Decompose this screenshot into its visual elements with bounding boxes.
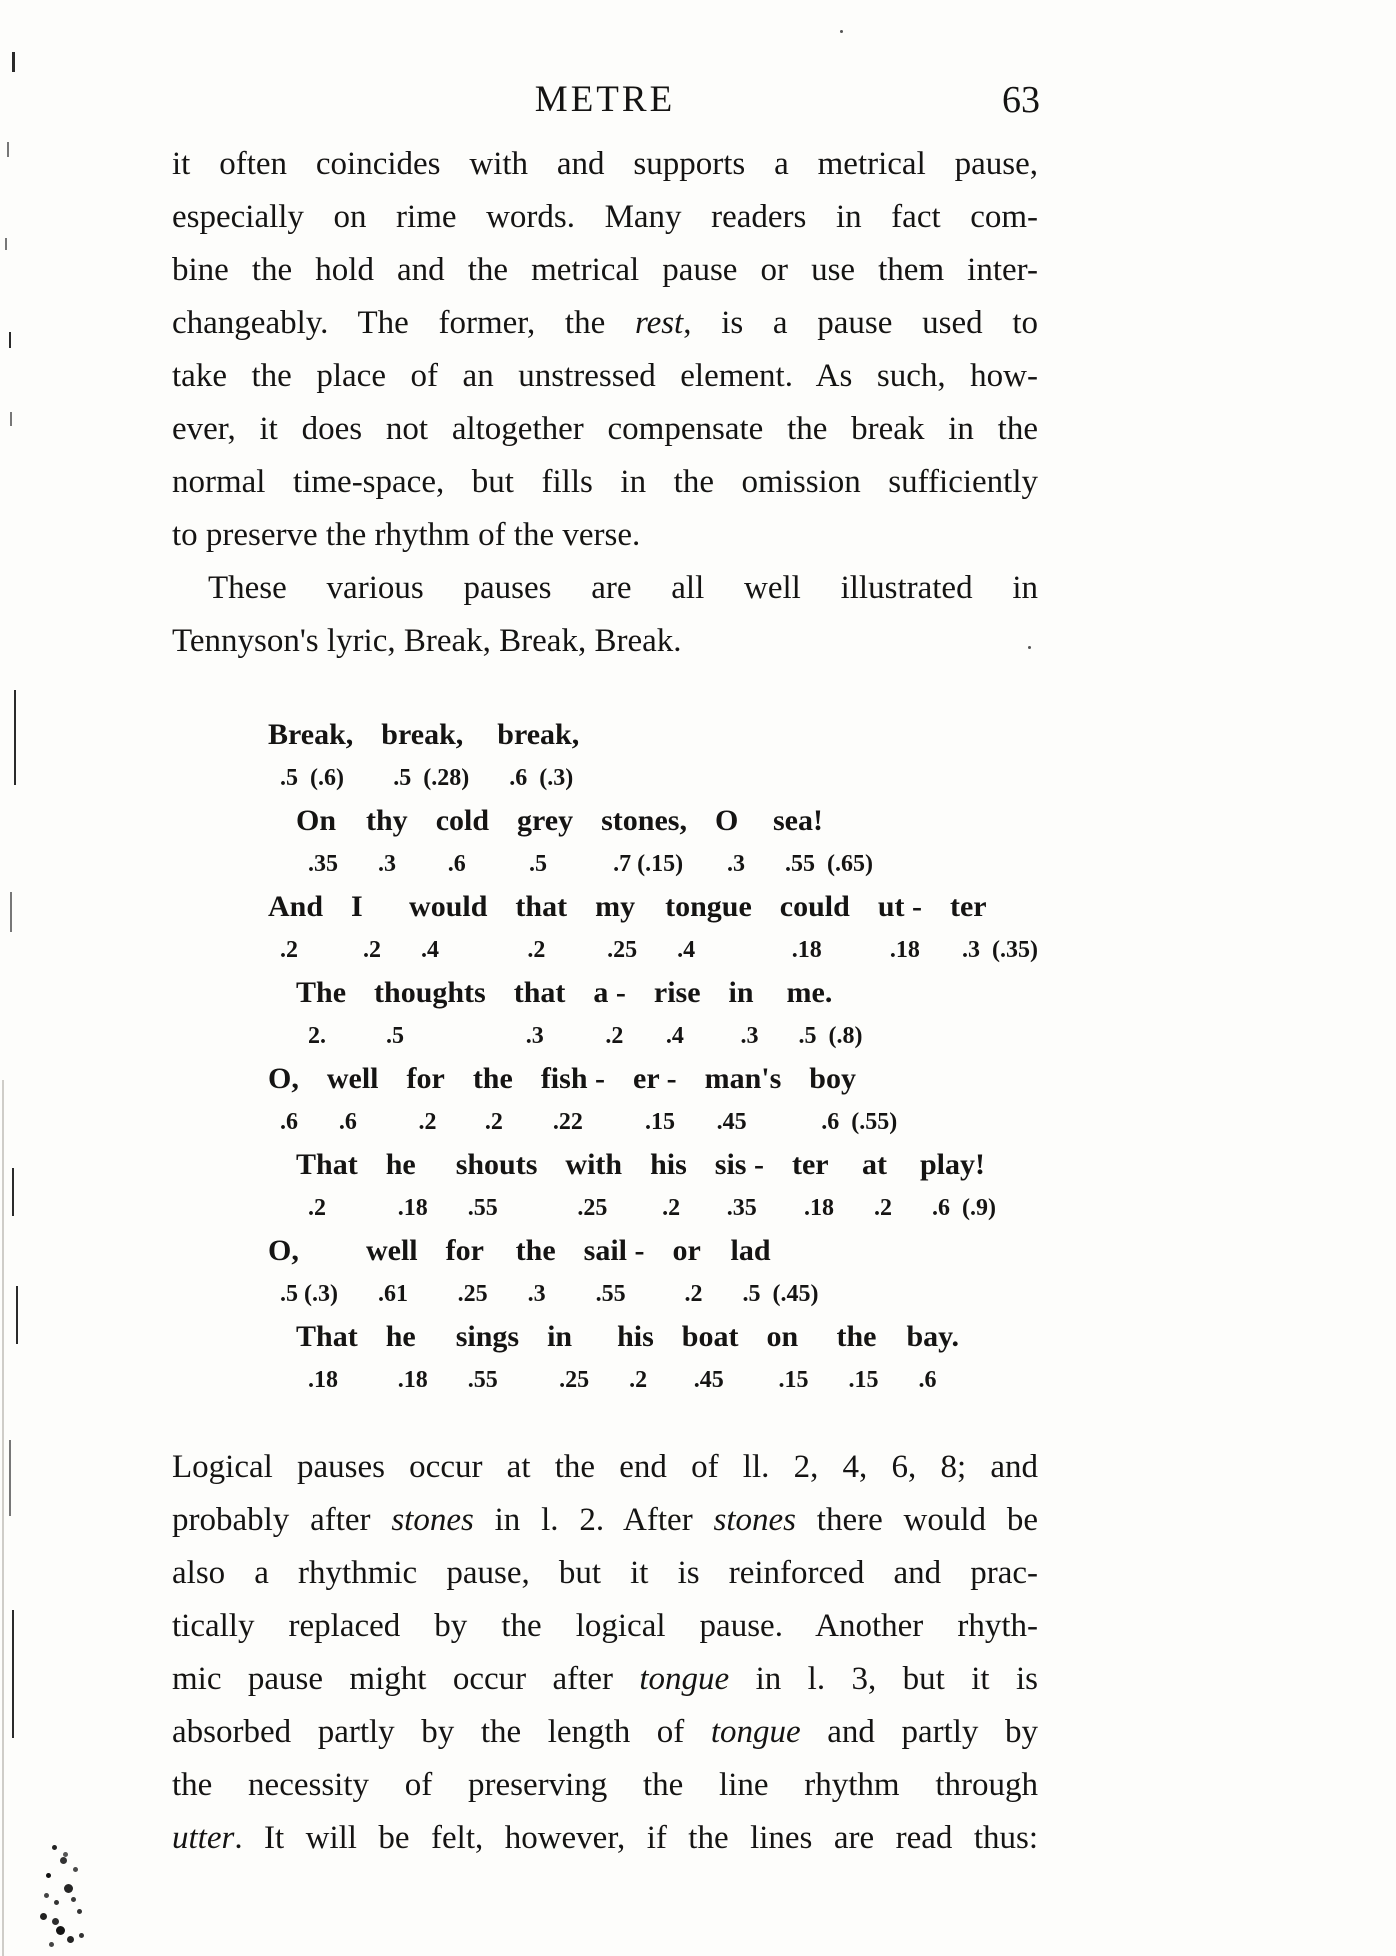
verse-word: a - [593, 976, 626, 1009]
verse-line [268, 713, 1038, 799]
verse-cell [920, 1143, 1024, 1229]
paragraph [172, 138, 1038, 562]
text-line [172, 615, 1038, 668]
timing-value: .55 [467, 1367, 498, 1393]
verse-word: tongue [665, 890, 752, 923]
verse-word: ter [949, 890, 987, 923]
running-head [172, 78, 1038, 122]
timing-value: .55 [595, 1281, 626, 1307]
verse-word: thoughts [374, 976, 486, 1009]
timing-value: .5 [386, 1023, 405, 1049]
scan-speck [840, 30, 843, 33]
text-segment: Logical pauses occur at the end of ll. 2, 4, 6, 8; and [172, 1449, 1038, 1485]
scan-artifact [14, 690, 16, 785]
verse-cell [268, 1057, 327, 1143]
timing-value: .18 [397, 1367, 428, 1393]
timing-value: .18 [803, 1195, 834, 1221]
timing-value: .5 (.3) [280, 1281, 338, 1307]
timing-value: .6 (.9) [931, 1195, 996, 1221]
verse-word: the [472, 1062, 513, 1095]
scan-artifact [5, 238, 7, 250]
text-segment: Tennyson's lyric, Break, Break, Break. [172, 623, 682, 659]
verse-cell [705, 1057, 810, 1143]
timing-value: .22 [552, 1109, 583, 1135]
page-title: METRE [534, 79, 676, 120]
verse-word: well [326, 1062, 379, 1095]
verse-cell [715, 1143, 792, 1229]
verse-cell [366, 799, 436, 885]
timing-value: 2. [308, 1023, 326, 1049]
timing-value: .45 [693, 1367, 724, 1393]
verse-word: or [672, 1234, 701, 1267]
verse-word: thy [366, 804, 408, 837]
verse-word: That [296, 1320, 358, 1353]
text-segment: it often coincides with and supports a metrical pause, [172, 146, 1038, 182]
timing-value: .5 (.6) [280, 765, 344, 791]
verse-word: fish - [540, 1062, 605, 1095]
scan-artifact [12, 1168, 14, 1216]
verse-cell [407, 1057, 473, 1143]
text-segment: also a rhythmic pause, but it is reinforced and prac- [172, 1555, 1038, 1591]
text-segment: normal time-space, but fills in the omission sufficiently [172, 464, 1038, 500]
timing-value: .6 (.55) [821, 1109, 898, 1135]
verse-cell [862, 1143, 920, 1229]
verse-cell [730, 1229, 846, 1315]
text-line [172, 1547, 1038, 1600]
verse-cell [593, 971, 654, 1057]
text-line [172, 1812, 1038, 1865]
verse-word: in [728, 976, 754, 1009]
verse-word: Break, [268, 718, 354, 751]
timing-value: .45 [716, 1109, 747, 1135]
text-segment: changeably. The former, the [172, 305, 635, 341]
verse-word: sis - [714, 1148, 764, 1181]
text-line [172, 1759, 1038, 1812]
verse-cell [878, 885, 950, 971]
verse-word: O, [268, 1234, 299, 1267]
italic-text: stones [391, 1502, 474, 1538]
verse-cell [436, 799, 517, 885]
verse-word: O, [268, 1062, 299, 1095]
verse-word: cold [435, 804, 490, 837]
text-segment: take the place of an unstressed element. As such, how- [172, 358, 1038, 394]
verse-word: in [547, 1320, 573, 1353]
verse-line [296, 1143, 1038, 1229]
page-number: 63 [1002, 79, 1040, 121]
verse-word: The [296, 976, 347, 1009]
timing-value: .6 [338, 1109, 357, 1135]
text-line [172, 138, 1038, 191]
verse-word: boy [809, 1062, 856, 1095]
text-segment: to preserve the rhythm of the verse. [172, 517, 641, 553]
verse-word: sail - [583, 1234, 645, 1267]
timing-value: .6 [280, 1109, 298, 1135]
verse-word: that [513, 976, 566, 1009]
verse-word: could [779, 890, 850, 923]
verse-cell [296, 971, 374, 1057]
timing-value: .61 [377, 1281, 408, 1307]
text-segment: in l. 3, but it is [729, 1661, 1038, 1697]
verse-cell [906, 1315, 987, 1401]
verse-cell [672, 1229, 730, 1315]
verse-word: ut - [877, 890, 922, 923]
timing-value: .2 [418, 1109, 437, 1135]
verse-word: stones, [601, 804, 687, 837]
verse-cell [268, 1229, 366, 1315]
verse-word: well [365, 1234, 418, 1267]
italic-text: rest [634, 305, 684, 341]
timing-value: .5 (.8) [798, 1023, 863, 1049]
verse-cell [682, 1315, 767, 1401]
poem [172, 713, 1038, 1401]
timing-value: .2 [684, 1281, 703, 1307]
timing-value: .2 [527, 937, 546, 963]
verse-cell [386, 1315, 456, 1401]
text-segment: mic pause might occur after [172, 1661, 640, 1697]
text-segment: These various pauses are all well illustrated in [208, 570, 1038, 606]
timing-value: .3 [525, 1023, 544, 1049]
text-line [172, 191, 1038, 244]
verse-cell [517, 799, 601, 885]
timing-value: .35 [308, 851, 338, 877]
verse-cell [351, 885, 409, 971]
verse-cell [386, 1143, 456, 1229]
verse-word: the [836, 1320, 877, 1353]
verse-cell [296, 1315, 386, 1401]
timing-value: .5 (.28) [393, 765, 470, 791]
verse-word: break, [497, 718, 580, 751]
timing-value: .3 [378, 851, 396, 877]
verse-cell [715, 799, 773, 885]
verse-cell [773, 799, 901, 885]
timing-value: .2 [629, 1367, 648, 1393]
timing-value: .18 [791, 937, 822, 963]
timing-value: .6 [447, 851, 466, 877]
timing-value: .6 (.3) [509, 765, 574, 791]
text-segment: the necessity of preserving the line rhythm through [172, 1767, 1038, 1803]
verse-word: his [650, 1148, 687, 1181]
verse-cell [374, 971, 514, 1057]
verse-word: bay. [906, 1320, 959, 1353]
verse-word: break, [381, 718, 464, 751]
verse-cell [654, 971, 729, 1057]
verse-word: shouts [455, 1148, 538, 1181]
timing-value: .25 [577, 1195, 608, 1221]
italic-text: utter [172, 1820, 235, 1856]
scan-artifact [9, 332, 11, 348]
verse-word: he [385, 1320, 416, 1353]
verse-line [268, 1057, 1038, 1143]
timing-value: .35 [726, 1195, 757, 1221]
verse-word: for [406, 1062, 445, 1095]
text-segment: tically replaced by the logical pause. Another rhyth- [172, 1608, 1038, 1644]
verse-line [268, 885, 1038, 971]
verse-word: the [515, 1234, 556, 1267]
verse-cell [541, 1057, 633, 1143]
verse-word: boat [681, 1320, 739, 1353]
verse-cell [409, 885, 515, 971]
verse-word: I [351, 890, 363, 923]
text-segment: , is a pause used to [683, 305, 1038, 341]
verse-cell [515, 885, 595, 971]
page-edge-line [2, 1080, 4, 1956]
text-line [172, 297, 1038, 350]
verse-line [296, 799, 1038, 885]
verse-cell [792, 1143, 862, 1229]
verse-word: at [861, 1148, 887, 1181]
verse-word: my [595, 890, 636, 923]
text-line [172, 350, 1038, 403]
timing-value: .2 [484, 1109, 503, 1135]
timing-value: .2 [280, 937, 298, 963]
timing-value: .2 [605, 1023, 624, 1049]
verse-cell [595, 885, 665, 971]
verse-cell [497, 713, 607, 799]
verse-cell [950, 885, 1066, 971]
verse-word: on [766, 1320, 799, 1353]
verse-cell [268, 885, 351, 971]
verse-cell [650, 1143, 715, 1229]
text-segment: and partly by [800, 1714, 1038, 1750]
text-block [172, 78, 1038, 1865]
verse-cell [296, 1143, 386, 1229]
verse-cell [268, 713, 381, 799]
verse-cell [547, 1315, 617, 1401]
verse-word: lad [730, 1234, 771, 1267]
verse-word: would [409, 890, 488, 923]
verse-line [296, 971, 1038, 1057]
verse-word: rise [653, 976, 701, 1009]
scan-smudge [52, 1845, 57, 1850]
verse-word: man's [704, 1062, 782, 1095]
timing-value: .3 [726, 851, 745, 877]
verse-cell [809, 1057, 925, 1143]
verse-cell [780, 885, 878, 971]
timing-value: .4 [677, 937, 696, 963]
text-segment: absorbed partly by the length of [172, 1714, 711, 1750]
timing-value: .5 [529, 851, 548, 877]
scan-speck [1028, 646, 1031, 649]
timing-value: .3 [527, 1281, 546, 1307]
verse-word: sings [455, 1320, 520, 1353]
verse-word: That [296, 1148, 358, 1181]
verse-word: grey [517, 804, 574, 837]
verse-cell [633, 1057, 705, 1143]
verse-cell [617, 1315, 682, 1401]
verse-cell [601, 799, 715, 885]
scan-artifact [12, 1610, 14, 1738]
text-line [172, 1600, 1038, 1653]
timing-value: .7 (.15) [613, 851, 684, 877]
verse-word: he [385, 1148, 416, 1181]
text-line [172, 244, 1038, 297]
italic-text: tongue [639, 1661, 730, 1697]
paragraph [172, 562, 1038, 668]
timing-value: .3 (.35) [961, 937, 1038, 963]
verse-cell [787, 971, 891, 1057]
timing-value: .25 [559, 1367, 590, 1393]
text-line [172, 509, 1038, 562]
verse-word: me. [786, 976, 833, 1009]
verse-cell [456, 1315, 547, 1401]
verse-line [296, 1315, 1038, 1401]
verse-cell [514, 971, 594, 1057]
timing-value: .2 [363, 937, 382, 963]
italic-text: tongue [710, 1714, 801, 1750]
verse-word: On [296, 804, 337, 837]
text-line [172, 562, 1038, 615]
timing-value: .18 [397, 1195, 428, 1221]
italic-text: stones [713, 1502, 796, 1538]
verse-cell [327, 1057, 407, 1143]
text-segment: probably after [172, 1502, 392, 1538]
verse-cell [473, 1057, 541, 1143]
timing-value: .18 [308, 1367, 338, 1393]
text-line [172, 1494, 1038, 1547]
scan-artifact [12, 52, 15, 72]
timing-value: .4 [665, 1023, 684, 1049]
scan-artifact [16, 1286, 18, 1344]
paragraph [172, 1441, 1038, 1865]
timing-value: .18 [889, 937, 920, 963]
text-line [172, 403, 1038, 456]
verse-cell [446, 1229, 516, 1315]
timing-value: .25 [457, 1281, 488, 1307]
timing-value: .55 [467, 1195, 498, 1221]
verse-cell [584, 1229, 673, 1315]
verse-cell [766, 1315, 836, 1401]
verse-cell [836, 1315, 906, 1401]
verse-word: O [714, 804, 739, 837]
verse-word: his [617, 1320, 654, 1353]
text-segment: bine the hold and the metrical pause or use them inter- [172, 252, 1038, 288]
verse-cell [366, 1229, 446, 1315]
text-segment: ever, it does not altogether compensate the break in the [172, 411, 1038, 447]
scan-artifact [10, 892, 12, 932]
verse-word: play! [919, 1148, 985, 1181]
scan-artifact [7, 142, 9, 157]
text-segment: especially on rime words. Many readers in fact com- [172, 199, 1038, 235]
verse-word: And [268, 890, 324, 923]
timing-value: .15 [778, 1367, 809, 1393]
text-line [172, 456, 1038, 509]
verse-word: ter [791, 1148, 829, 1181]
timing-value: .3 [740, 1023, 759, 1049]
scan-artifact [9, 1440, 11, 1516]
timing-value: .55 (.65) [784, 851, 873, 877]
timing-value: .2 [662, 1195, 681, 1221]
timing-value: .2 [308, 1195, 326, 1221]
timing-value: .2 [873, 1195, 892, 1221]
verse-word: for [445, 1234, 484, 1267]
verse-word: with [565, 1148, 623, 1181]
verse-line [268, 1229, 1038, 1315]
scan-artifact [10, 412, 12, 426]
verse-cell [665, 885, 780, 971]
verse-cell [456, 1143, 566, 1229]
timing-value: .25 [607, 937, 638, 963]
text-segment: there would be [795, 1502, 1038, 1538]
timing-value: .15 [645, 1109, 675, 1135]
text-segment: . It will be felt, however, if the lines are read thus: [234, 1820, 1038, 1856]
timing-value: .5 (.45) [742, 1281, 819, 1307]
verse-word: er - [633, 1062, 677, 1095]
verse-cell [296, 799, 366, 885]
timing-value: .6 [918, 1367, 937, 1393]
text-segment: in l. 2. After [473, 1502, 714, 1538]
timing-value: .15 [848, 1367, 879, 1393]
verse-cell [381, 713, 497, 799]
verse-cell [565, 1143, 650, 1229]
text-line [172, 1441, 1038, 1494]
text-line [172, 1706, 1038, 1759]
verse-word: sea! [772, 804, 823, 837]
timing-value: .4 [421, 937, 440, 963]
verse-cell [729, 971, 787, 1057]
verse-word: that [515, 890, 568, 923]
text-line [172, 1653, 1038, 1706]
verse-cell [516, 1229, 584, 1315]
